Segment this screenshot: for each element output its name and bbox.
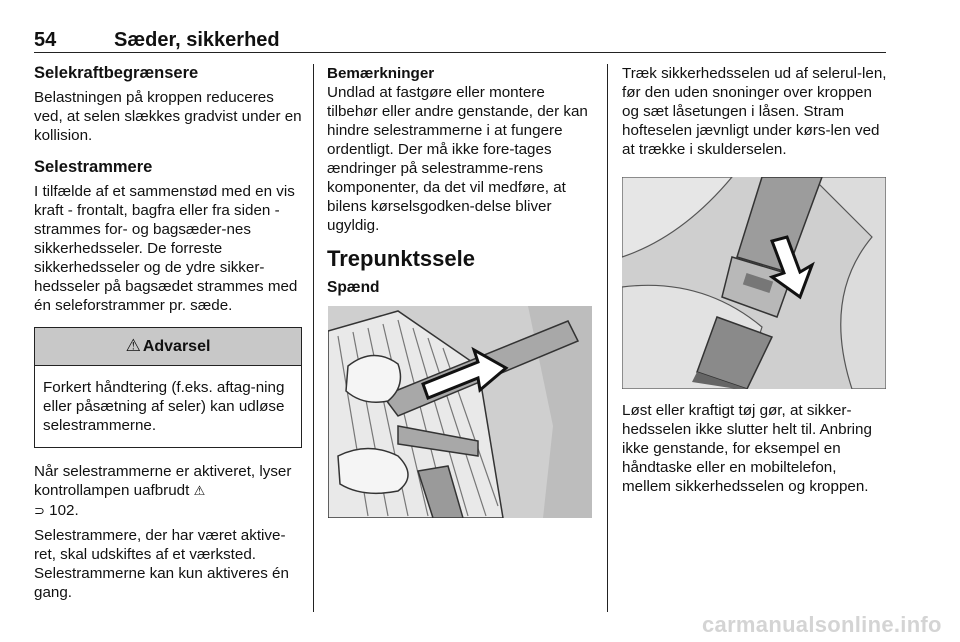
subheading-spaend: Spænd	[327, 279, 380, 296]
paragraph-pull-belt: Træk sikkerhedsselen ud af selerul-len, før den uden snoninger over kroppen og sæt låsetungen i låsen. Stram hofteselen jævnligt under kørs-len ved at trække i skulderselen.	[622, 65, 887, 158]
page-reference-link[interactable]: 102.	[49, 502, 79, 519]
heading-trepunktssele: Trepunktssele	[327, 246, 475, 271]
paragraph-load-limiter: Belastningen på kroppen reduceres ved, at selen slækkes gradvist under en kollision.	[34, 89, 302, 144]
page-header	[34, 29, 886, 53]
note-text: Undlad at fastgøre eller montere tilbehør eller andre genstande, der kan hindre selestrammerne i at fungere ordentligt. Der må ikke fore-tages ændringer på selestramme-rens komponenter, da det vil medføre, at bilens kørselsgodken-delse bliver ugyldig.	[327, 84, 588, 234]
fastening-belt-drawing	[328, 306, 592, 518]
page-reference-icon: ⊃	[34, 504, 45, 519]
column-3	[622, 64, 888, 496]
paragraph-loose-clothing: Løst eller kraftigt tøj gør, at sikker-hedsselen ikke slutter helt til. Anbring ikke genstande, for eksempel en håndtaske eller en mobiltelefon, mellem sikkerhedsselen og kroppen.	[622, 402, 872, 495]
paragraph-pretensioners: I tilfælde af et sammenstød med en vis kraft - frontalt, bagfra eller fra siden - strammes for- og bagsæder-nes sikkerhedsseler. De forreste sikkerhedsseler og de ydre sikker-hedsseler på bagsædet strammes med én seleforstrammer pr. sæde.	[34, 183, 298, 314]
paragraph-control-lamp	[34, 462, 302, 521]
watermark: carmanualsonline.info	[702, 612, 942, 637]
note-title: Bemærkninger	[327, 65, 435, 82]
warning-text: Forkert håndtering (f.eks. aftag-ning eller påsætning af seler) kan udløse selestrammerne.	[43, 379, 285, 434]
page-number: 54	[34, 29, 57, 51]
warning-triangle-icon: ⚠	[125, 336, 141, 356]
column-1	[34, 64, 302, 607]
paragraph-replacement: Selestrammere, der har været aktive-ret, skal udskiftes af et værksted. Selestrammerne kan kun aktiveres én gang.	[34, 527, 289, 601]
column-divider-2	[607, 64, 608, 612]
warning-title: Advarsel	[142, 338, 211, 355]
control-lamp-text: Når selestrammerne er aktiveret, lyser kontrollampen uafbrudt	[34, 463, 292, 499]
column-2	[327, 64, 595, 518]
pretensioner-warning-lamp-icon: ⚠	[193, 484, 206, 499]
illustration-fastening-belt	[328, 306, 592, 518]
warning-box	[34, 327, 302, 448]
column-divider-1	[313, 64, 314, 612]
warning-header	[35, 328, 301, 366]
page-title: Sæder, sikkerhed	[114, 29, 280, 51]
heading-selekraftbegraensere: Selekraftbegrænsere	[34, 64, 199, 82]
heading-selestrammere: Selestrammere	[34, 158, 153, 176]
illustration-buckle	[622, 177, 886, 389]
buckle-drawing	[622, 177, 886, 389]
